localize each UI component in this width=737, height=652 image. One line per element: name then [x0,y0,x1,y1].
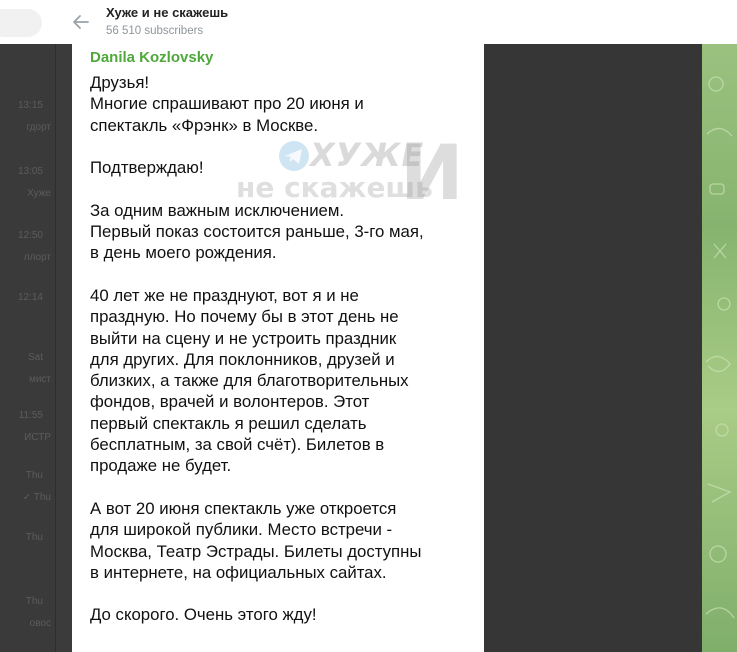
chat-preview: ллорт [23,252,51,263]
chat-time: Thu [25,596,43,607]
watermark-line1: ХУЖЕ [310,136,425,174]
watermark-line2: не скажешь [236,171,433,204]
chat-preview: овос [29,618,51,629]
chat-time: 13:15 [17,100,43,111]
message-text [90,72,475,647]
list-item[interactable] [0,92,55,158]
watermark-letter: И [400,128,464,217]
list-item[interactable] [0,344,55,410]
chat-preview: ИСТР [24,432,51,443]
search-input[interactable] [0,9,42,37]
message-author[interactable]: Danila Kozlovsky [90,49,214,66]
chat-list [0,44,55,652]
list-item[interactable] [0,158,55,224]
chat-preview: ✓ Thu [22,492,51,503]
message-paragraph: Друзья! Многие спрашивают про 20 июня и спектакль «Фрэнк» в Москве. [90,73,364,135]
arrow-left-icon[interactable] [70,11,92,33]
backdrop-shade [484,44,702,652]
chat-preview: мист [28,374,51,385]
chat-time: 11:55 [18,410,43,421]
list-item[interactable] [0,462,55,528]
subscriber-count: 56 510 subscribers [106,25,204,37]
list-item[interactable] [0,284,55,350]
chat-time: 12:14 [17,292,43,303]
list-item[interactable] [0,222,55,288]
chat-wallpaper [702,44,737,652]
list-item[interactable] [0,402,55,468]
chat-time: 12:50 [17,230,43,241]
chat-time: Thu [25,470,43,481]
channel-title[interactable]: Хуже и не скажешь [106,5,229,20]
channel-header [0,0,737,44]
chat-preview: Хуже [27,188,51,199]
message-paragraph: 40 лет же не празднуют, вот я и не праздную. Но почему бы в этот день не выйти на сцену и не устроить праздник для других. Для поклонников, друзей и близких, а также для благотворительных фондов, врачей и волонтеров. Этот первый спектакль я решил сделать бесплатным, за свой счёт). Билетов в продаже не будет. [90,285,409,476]
list-item[interactable] [0,524,55,590]
list-item[interactable] [0,588,55,652]
chat-time: 13:05 [17,166,43,177]
message-paragraph: А вот 20 июня спектакль уже откроется для широкой публики. Место встречи - Москва, Театр Эстрады. Билеты доступны в интернете, на официальных сайтах. [90,498,422,582]
message-paragraph: До скорого. Очень этого жду! [90,605,317,625]
forwarded-message [72,44,484,652]
chat-time: Sat [27,352,43,363]
message-paragraph: За одним важным исключением. Первый показ состоится раньше, 3-го мая, в день моего рождения. [90,200,424,263]
chat-preview: гдорт [26,122,51,133]
chat-time: Thu [25,532,43,543]
message-paragraph: Подтверждаю! [90,158,204,178]
